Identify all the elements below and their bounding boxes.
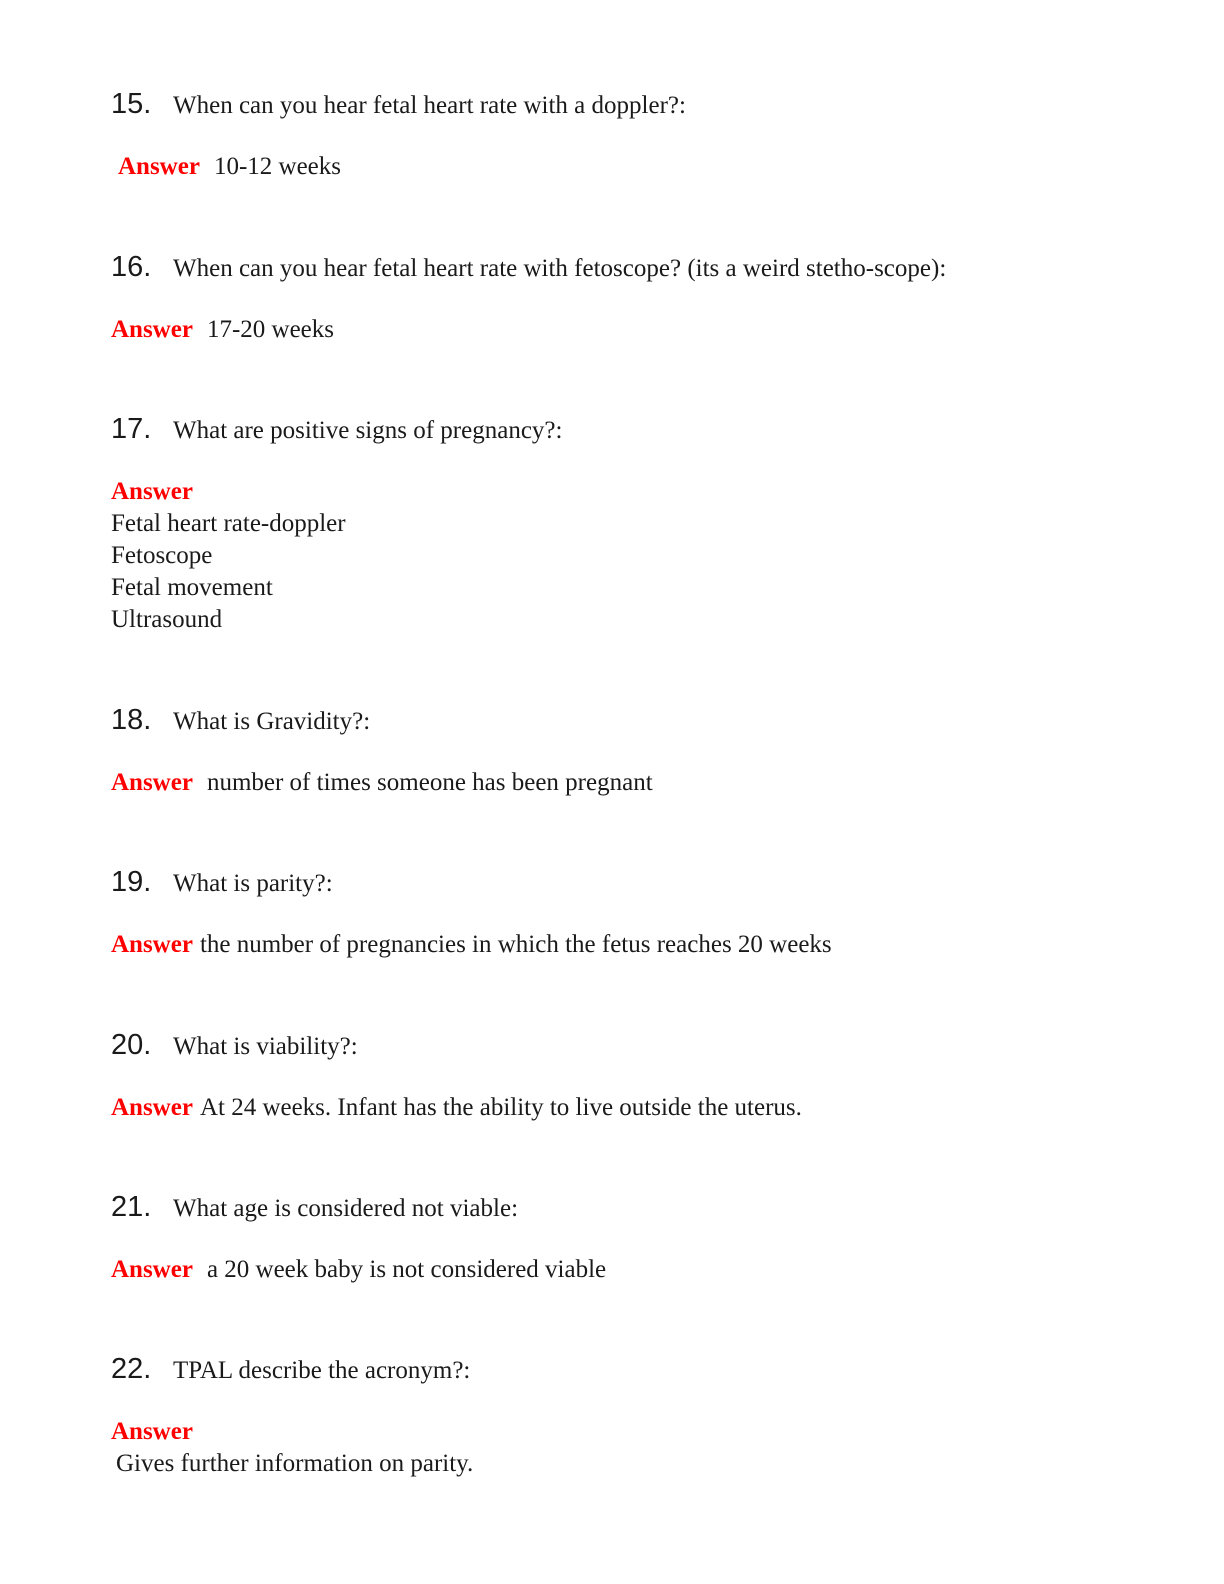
question <box>111 1353 470 1385</box>
answer-line: Fetal heart rate-doppler <box>111 510 346 537</box>
question <box>111 704 370 736</box>
question-text: What is viability?: <box>173 1033 358 1060</box>
answer <box>111 1254 606 1286</box>
answer <box>111 929 832 961</box>
question <box>111 1029 358 1061</box>
question <box>111 88 686 120</box>
answer-text: 17-20 weeks <box>206 316 334 343</box>
question-number: 17. <box>111 413 152 445</box>
question-text: When can you hear fetal heart rate with fetoscope? (its a weird stetho-scope): <box>173 255 947 282</box>
answer <box>111 1092 802 1124</box>
answer <box>111 767 653 799</box>
answer-list <box>116 1448 473 1480</box>
question-number: 21. <box>111 1191 152 1223</box>
question-number: 16. <box>111 251 152 283</box>
answer-text: a 20 week baby is not considered viable <box>206 1256 607 1283</box>
question-number: 18. <box>111 704 152 736</box>
answer-line: Gives further information on parity. <box>116 1450 474 1477</box>
answer <box>118 151 341 183</box>
answer <box>111 1416 193 1448</box>
question-text: What are positive signs of pregnancy?: <box>173 417 563 444</box>
question-text: What is Gravidity?: <box>173 708 371 735</box>
answer-text: number of times someone has been pregnant <box>206 769 653 796</box>
answer-text: At 24 weeks. Infant has the ability to live outside the uterus. <box>199 1094 802 1121</box>
question-number: 19. <box>111 866 152 898</box>
answer-line: Fetoscope <box>111 542 213 569</box>
answer-list <box>111 508 346 636</box>
answer-label: Answer <box>111 316 193 343</box>
question-text: When can you hear fetal heart rate with a doppler?: <box>173 92 686 119</box>
answer-label: Answer <box>118 153 200 180</box>
question-number: 15. <box>111 88 152 120</box>
answer-line: Fetal movement <box>111 574 273 601</box>
question <box>111 866 333 898</box>
answer-text: the number of pregnancies in which the fetus reaches 20 weeks <box>199 931 832 958</box>
question <box>111 251 946 283</box>
answer <box>111 476 193 508</box>
question-text: TPAL describe the acronym?: <box>173 1357 471 1384</box>
answer-label: Answer <box>111 1418 193 1445</box>
question-text: What is parity?: <box>173 870 333 897</box>
question-number: 20. <box>111 1029 152 1061</box>
question <box>111 413 562 445</box>
answer-label: Answer <box>111 769 193 796</box>
question <box>111 1191 518 1223</box>
answer-line: Ultrasound <box>111 606 223 633</box>
answer-label: Answer <box>111 1256 193 1283</box>
question-text: What age is considered not viable: <box>173 1195 519 1222</box>
answer-label: Answer <box>111 931 193 958</box>
answer <box>111 314 334 346</box>
answer-text: 10-12 weeks <box>213 153 341 180</box>
answer-label: Answer <box>111 1094 193 1121</box>
answer-label: Answer <box>111 478 193 505</box>
question-number: 22. <box>111 1353 152 1385</box>
